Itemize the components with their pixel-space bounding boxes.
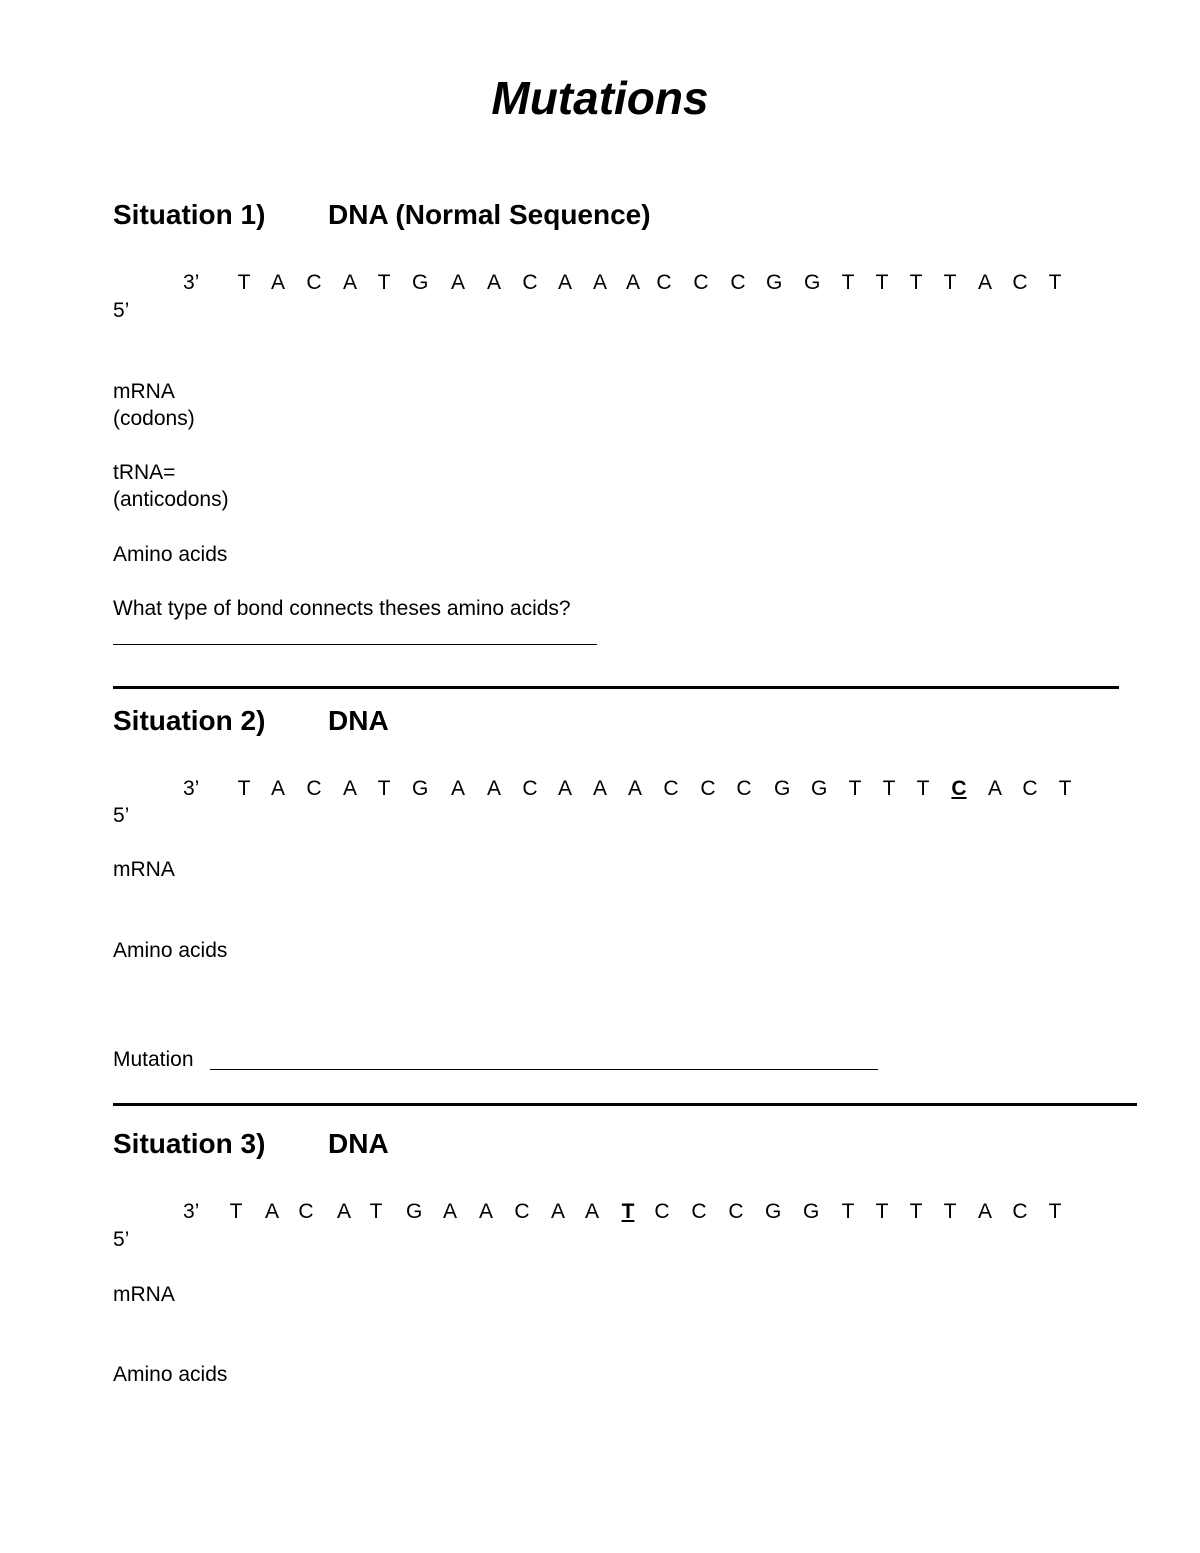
dna-base: T — [875, 1200, 889, 1223]
mutated-dna-base: C — [951, 777, 967, 800]
mrna-label: mRNA — [113, 1283, 175, 1306]
dna-base: C — [1022, 777, 1038, 800]
dna-base: C — [1012, 1200, 1028, 1223]
dna-base: C — [1012, 271, 1028, 294]
dna-base: A — [478, 1200, 493, 1223]
dna-base: A — [977, 271, 992, 294]
dna-base: C — [656, 271, 672, 294]
dna-base: C — [728, 1200, 744, 1223]
situation-1-dna-sequence — [0, 269, 1200, 296]
amino-acids-label: Amino acids — [113, 1363, 228, 1386]
dna-base: A — [625, 271, 640, 294]
situation-1-label: Situation 1) — [113, 199, 266, 230]
codons-label: (codons) — [113, 407, 195, 430]
mrna-label: mRNA — [113, 380, 175, 403]
situation-2-heading — [113, 703, 389, 739]
dna-base: C — [306, 271, 322, 294]
dna-base: T — [1048, 271, 1062, 294]
amino-acids-label: Amino acids — [113, 543, 228, 566]
five-prime-label: 5’ — [113, 1228, 130, 1251]
dna-base: T — [237, 271, 251, 294]
dna-base: T — [377, 271, 391, 294]
dna-base: C — [522, 271, 538, 294]
dna-base: G — [774, 777, 791, 800]
dna-base: C — [522, 777, 538, 800]
dna-base: A — [592, 777, 607, 800]
situation-3-label: Situation 3) — [113, 1128, 266, 1159]
dna-base: C — [691, 1200, 707, 1223]
situation-1-dna-label: DNA (Normal Sequence) — [328, 199, 651, 230]
dna-base: A — [584, 1200, 599, 1223]
dna-base: A — [627, 777, 642, 800]
dna-base: C — [693, 271, 709, 294]
dna-base: A — [342, 271, 357, 294]
situation-3-dna-label: DNA — [328, 1128, 389, 1159]
dna-base: G — [412, 777, 429, 800]
five-prime-label: 5’ — [113, 299, 130, 322]
mutation-answer-blank[interactable] — [210, 1069, 878, 1070]
dna-base: G — [766, 271, 783, 294]
situation-2-dna-sequence — [0, 775, 1200, 802]
dna-base: T — [875, 271, 889, 294]
dna-base: T — [848, 777, 862, 800]
situation-2-label: Situation 2) — [113, 705, 266, 736]
three-prime-label: 3’ — [183, 1200, 200, 1223]
dna-base: A — [486, 271, 501, 294]
dna-base: G — [811, 777, 828, 800]
dna-base: A — [557, 271, 572, 294]
dna-base: A — [486, 777, 501, 800]
dna-base: G — [804, 271, 821, 294]
dna-base: T — [237, 777, 251, 800]
situation-2-dna-label: DNA — [328, 705, 389, 736]
dna-base: T — [377, 777, 391, 800]
dna-base: A — [264, 1200, 279, 1223]
dna-base: C — [298, 1200, 314, 1223]
dna-base: G — [803, 1200, 820, 1223]
dna-base: C — [663, 777, 679, 800]
dna-base: A — [592, 271, 607, 294]
bond-question: What type of bond connects theses amino acids? — [113, 597, 571, 620]
situation-3-dna-sequence — [0, 1198, 1200, 1225]
dna-base: A — [977, 1200, 992, 1223]
dna-base: T — [882, 777, 896, 800]
page-title: Mutations — [491, 72, 709, 124]
dna-base: C — [736, 777, 752, 800]
situation-3-heading — [113, 1126, 389, 1162]
dna-base: A — [450, 271, 465, 294]
dna-base: A — [270, 271, 285, 294]
dna-base: A — [270, 777, 285, 800]
dna-base: T — [916, 777, 930, 800]
dna-base: A — [342, 777, 357, 800]
dna-base: A — [336, 1200, 351, 1223]
dna-base: T — [909, 271, 923, 294]
dna-base: G — [765, 1200, 782, 1223]
section-divider — [113, 1103, 1137, 1106]
trna-label: tRNA= — [113, 461, 176, 484]
situation-1-heading — [113, 197, 651, 233]
dna-base: C — [730, 271, 746, 294]
mrna-label: mRNA — [113, 858, 175, 881]
dna-base: A — [450, 777, 465, 800]
dna-base: A — [550, 1200, 565, 1223]
dna-base: G — [406, 1200, 423, 1223]
dna-base: C — [306, 777, 322, 800]
dna-base: C — [514, 1200, 530, 1223]
answer-blank[interactable] — [113, 644, 597, 645]
three-prime-label: 3’ — [183, 271, 200, 294]
dna-base: T — [369, 1200, 383, 1223]
dna-base: T — [943, 271, 957, 294]
dna-base: T — [841, 1200, 855, 1223]
dna-base: T — [229, 1200, 243, 1223]
dna-base: T — [841, 271, 855, 294]
five-prime-label: 5’ — [113, 804, 130, 827]
dna-base: A — [557, 777, 572, 800]
section-divider — [113, 686, 1119, 689]
dna-base: A — [442, 1200, 457, 1223]
dna-base: T — [909, 1200, 923, 1223]
dna-base: A — [987, 777, 1002, 800]
dna-base: T — [943, 1200, 957, 1223]
dna-base: G — [412, 271, 429, 294]
dna-base: C — [700, 777, 716, 800]
mutated-dna-base: T — [621, 1200, 635, 1223]
dna-base: C — [654, 1200, 670, 1223]
dna-base: T — [1048, 1200, 1062, 1223]
dna-base: T — [1058, 777, 1072, 800]
three-prime-label: 3’ — [183, 777, 200, 800]
amino-acids-label: Amino acids — [113, 939, 228, 962]
mutation-label: Mutation — [113, 1048, 194, 1071]
anticodons-label: (anticodons) — [113, 488, 229, 511]
